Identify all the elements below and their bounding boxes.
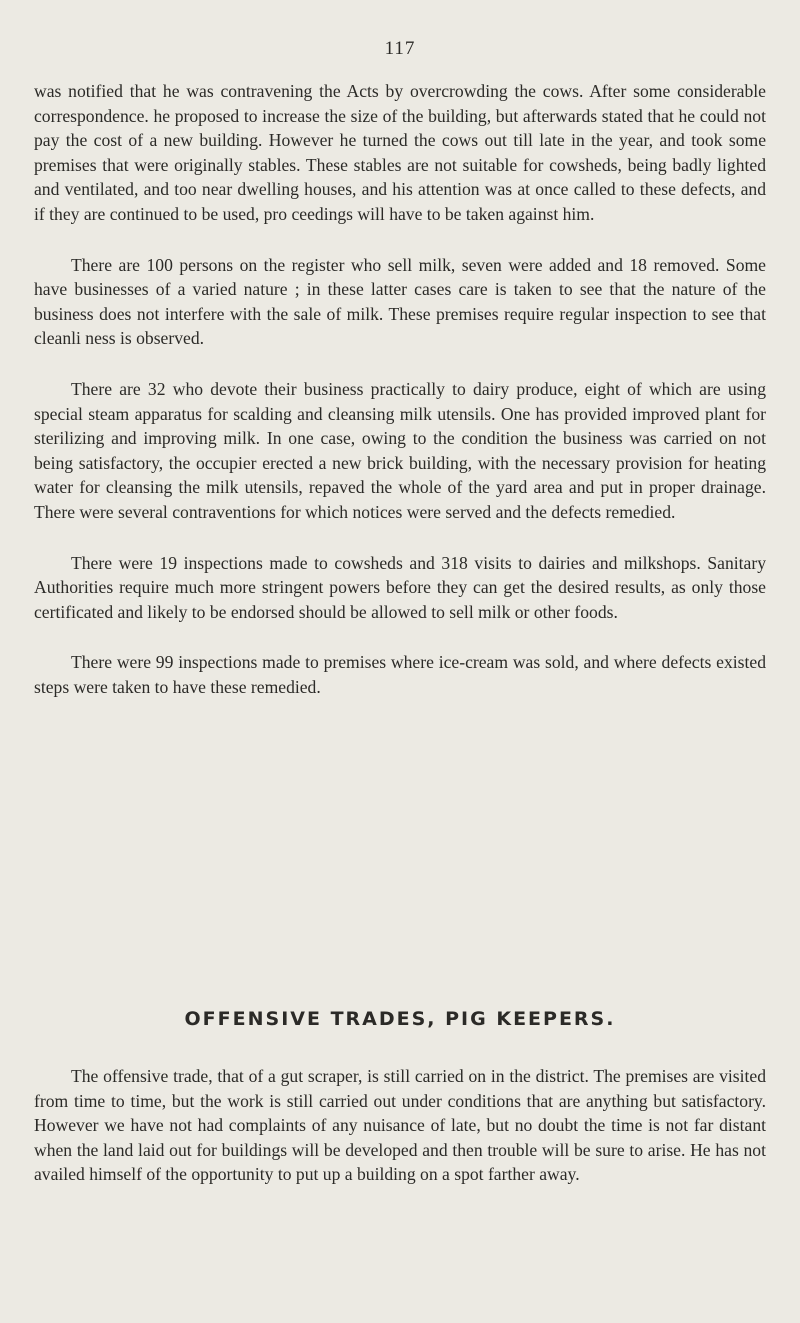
page-number: 117 — [384, 38, 416, 59]
body-text — [34, 79, 766, 699]
paragraph-gap — [34, 525, 766, 551]
paragraph-ice-cream: There were 99 inspections made to premises where ice-cream was sold, and where defects existed steps were taken to have these remedied. — [34, 652, 766, 697]
section-heading: OFFENSIVE TRADES, PIG KEEPERS. — [184, 1008, 616, 1030]
paragraph-gap — [34, 351, 766, 377]
paragraph-cowsheds-continued: was notified that he was contravening the Acts by overcrowding the cows. After some considerable correspondence. he proposed to increase the size of the building, but afterwards stated that he could not pay the cost of a new building. However he turned the cows out till late in the year, and took some premises that were originally stables. These stables are not suitable for cowsheds, being badly lighted and ventilated, and too near dwelling houses, and his attention was at once called to these defects, and if they are continued to be used, pro ceedings will have to be taken against him. — [34, 81, 766, 224]
paragraph-gap — [34, 624, 766, 650]
paragraph-milk-register: There are 100 persons on the register who sell milk, seven were added and 18 removed. Some have businesses of a varied nature ; in these latter cases care is taken to see that the nature of the business does not interfere with the sale of milk. These premises require regular inspection to see that cleanli ness is observed. — [34, 254, 766, 349]
section-text — [34, 1064, 766, 1187]
paragraph-inspections: There were 19 inspections made to cowsheds and 318 visits to dairies and milkshops. Sanitary Authorities require much more stringent powers before they can get the desired results, as only those certificated and likely to be endorsed should be allowed to sell milk or other foods. — [34, 552, 766, 622]
paragraph-offensive-trade: The offensive trade, that of a gut scraper, is still carried on in the district. The premises are visited from time to time, but the work is still carried out under conditions that are anything but satisfactory. However we have not had complaints of any nuisance of late, but no doubt the time is not far distant when the land laid out for buildings will be developed and then trouble will be sure to arise. He has not availed himself of the opportunity to put up a building on a spot farther away. — [34, 1066, 766, 1185]
paragraph-dairy-produce: There are 32 who devote their business practically to dairy produce, eight of which are using special steam apparatus for scalding and cleansing milk utensils. One has provided improved plant for sterilizing and improving milk. In one case, owing to the condition the business was carried on not being satisfactory, the occupier erected a new brick building, with the necessary provision for heating water for cleansing the milk utensils, repaved the whole of the yard area and put in proper drainage. There were several contraventions for which notices were served and the defects remedied. — [34, 378, 766, 522]
paragraph-gap — [34, 227, 766, 253]
